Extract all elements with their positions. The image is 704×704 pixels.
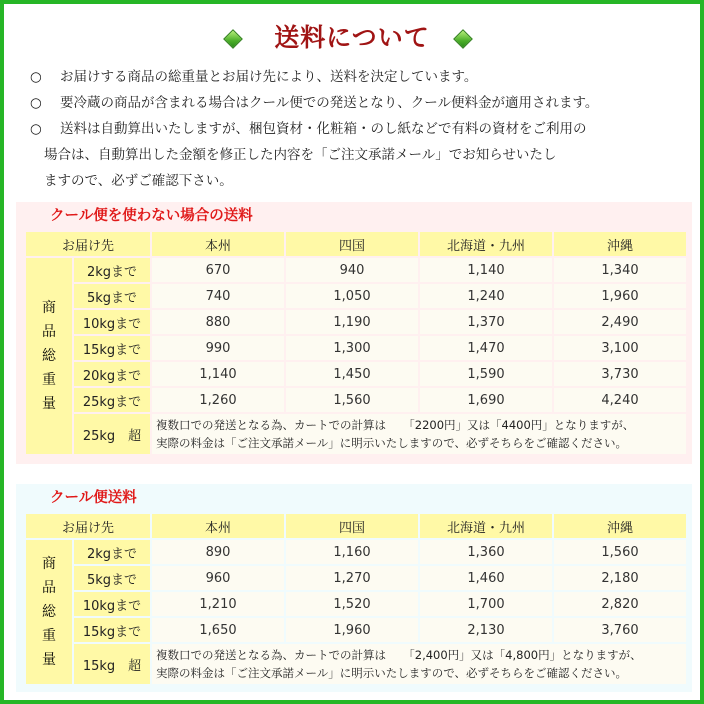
cool-shipping-table	[24, 512, 688, 686]
section-title: クール便送料	[50, 490, 137, 506]
price-cell: 2,130	[420, 618, 552, 642]
header-region: 四国	[286, 514, 418, 538]
section-title: クール便を使わない場合の送料	[50, 208, 253, 224]
green-diamond-icon	[453, 29, 473, 49]
weight-vertical-label	[26, 258, 72, 454]
note-item	[30, 116, 690, 142]
over-note-cell	[152, 414, 686, 454]
table-header-row	[26, 232, 686, 256]
price-cell: 3,730	[554, 362, 686, 386]
price-cell: 1,340	[554, 258, 686, 282]
weight-cell: 20kgまで	[74, 362, 150, 386]
over-note-line: 複数口での発送となる為、カートでの計算は 「2200円」又は「4400円」となりますが、	[156, 418, 635, 432]
price-cell: 4,240	[554, 388, 686, 412]
table-row	[26, 592, 686, 616]
table-row	[26, 362, 686, 386]
table-row-over	[26, 644, 686, 684]
weight-cell: 10kgまで	[74, 592, 150, 616]
price-cell: 1,470	[420, 336, 552, 360]
price-cell: 2,820	[554, 592, 686, 616]
weight-over-cell: 15kg 超	[74, 644, 150, 684]
price-cell: 1,960	[554, 284, 686, 308]
price-cell: 1,260	[152, 388, 284, 412]
table-header-row	[26, 514, 686, 538]
weight-over-cell: 25kg 超	[74, 414, 150, 454]
weight-cell: 2kgまで	[74, 258, 150, 282]
header-region: 沖縄	[554, 232, 686, 256]
price-cell: 740	[152, 284, 284, 308]
title-row	[4, 18, 700, 58]
price-cell: 1,370	[420, 310, 552, 334]
weight-cell: 10kgまで	[74, 310, 150, 334]
label-char: 総	[42, 348, 56, 364]
price-cell: 1,690	[420, 388, 552, 412]
label-char: 重	[42, 372, 56, 388]
price-cell: 1,160	[286, 540, 418, 564]
label-char: 商	[42, 300, 56, 316]
table-row	[26, 388, 686, 412]
note-text: 送料は自動算出いたしますが、梱包資材・化粧箱・のし紙などで有料の資材をご利用の	[60, 121, 587, 137]
price-cell: 1,240	[420, 284, 552, 308]
price-cell: 1,460	[420, 566, 552, 590]
note-item-continued	[30, 168, 690, 194]
normal-shipping-table	[24, 230, 688, 456]
circle-bullet-icon: ○	[30, 95, 42, 111]
price-cell: 1,270	[286, 566, 418, 590]
price-cell: 1,300	[286, 336, 418, 360]
note-text: 場合は、自動算出した金額を修正した内容を「ご注文承諾メール」でお知らせいたし	[44, 147, 557, 163]
price-cell: 1,650	[152, 618, 284, 642]
weight-cell: 15kgまで	[74, 618, 150, 642]
note-text: 要冷蔵の商品が含まれる場合はクール便での発送となり、クール便料金が適用されます。	[60, 95, 599, 111]
price-cell: 1,700	[420, 592, 552, 616]
notes	[30, 64, 690, 194]
over-note-line: 実際の料金は「ご注文承諾メール」に明示いたしますので、必ずそちらをご確認ください。	[156, 666, 628, 680]
table-row	[26, 258, 686, 282]
price-cell: 1,360	[420, 540, 552, 564]
header-region: 北海道・九州	[420, 232, 552, 256]
header-destination: お届け先	[26, 232, 150, 256]
note-item	[30, 64, 690, 90]
note-text: ますので、必ずご確認下さい。	[44, 173, 233, 189]
price-cell: 940	[286, 258, 418, 282]
note-item-continued	[30, 142, 690, 168]
over-note-cell	[152, 644, 686, 684]
table-row	[26, 336, 686, 360]
header-region: 沖縄	[554, 514, 686, 538]
header-region: 四国	[286, 232, 418, 256]
over-note-line: 複数口での発送となる為、カートでの計算は 「2,400円」又は「4,800円」となりますが、	[156, 648, 642, 662]
table-row	[26, 618, 686, 642]
price-cell: 1,190	[286, 310, 418, 334]
price-cell: 1,210	[152, 592, 284, 616]
green-diamond-icon	[223, 29, 243, 49]
label-char: 総	[42, 604, 56, 620]
weight-cell: 5kgまで	[74, 284, 150, 308]
price-cell: 1,450	[286, 362, 418, 386]
cool-shipping-section	[16, 484, 692, 692]
weight-cell: 2kgまで	[74, 540, 150, 564]
label-char: 量	[42, 652, 56, 668]
header-region: 本州	[152, 232, 284, 256]
weight-cell: 15kgまで	[74, 336, 150, 360]
label-char: 品	[42, 324, 56, 340]
price-cell: 960	[152, 566, 284, 590]
price-cell: 1,050	[286, 284, 418, 308]
header-region: 北海道・九州	[420, 514, 552, 538]
weight-vertical-label	[26, 540, 72, 684]
price-cell: 3,760	[554, 618, 686, 642]
circle-bullet-icon: ○	[30, 121, 42, 137]
header-destination: お届け先	[26, 514, 150, 538]
label-char: 品	[42, 580, 56, 596]
circle-bullet-icon: ○	[30, 69, 42, 85]
table-row	[26, 284, 686, 308]
weight-cell: 5kgまで	[74, 566, 150, 590]
price-cell: 2,490	[554, 310, 686, 334]
label-char: 重	[42, 628, 56, 644]
price-cell: 1,560	[286, 388, 418, 412]
price-cell: 1,960	[286, 618, 418, 642]
price-cell: 1,140	[152, 362, 284, 386]
price-cell: 670	[152, 258, 284, 282]
label-char: 商	[42, 556, 56, 572]
note-item	[30, 90, 690, 116]
note-text: お届けする商品の総重量とお届け先により、送料を決定しています。	[60, 69, 478, 85]
price-cell: 3,100	[554, 336, 686, 360]
header-region: 本州	[152, 514, 284, 538]
table-row-over	[26, 414, 686, 454]
over-note-line: 実際の料金は「ご注文承諾メール」に明示いたしますので、必ずそちらをご確認ください。	[156, 436, 628, 450]
price-cell: 2,180	[554, 566, 686, 590]
normal-shipping-section	[16, 202, 692, 464]
table-row	[26, 566, 686, 590]
price-cell: 880	[152, 310, 284, 334]
label-char: 量	[42, 396, 56, 412]
price-cell: 1,560	[554, 540, 686, 564]
price-cell: 990	[152, 336, 284, 360]
table-row	[26, 540, 686, 564]
weight-cell: 25kgまで	[74, 388, 150, 412]
page-title: 送料について	[274, 23, 430, 52]
table-row	[26, 310, 686, 334]
price-cell: 1,140	[420, 258, 552, 282]
price-cell: 1,520	[286, 592, 418, 616]
price-cell: 1,590	[420, 362, 552, 386]
price-cell: 890	[152, 540, 284, 564]
